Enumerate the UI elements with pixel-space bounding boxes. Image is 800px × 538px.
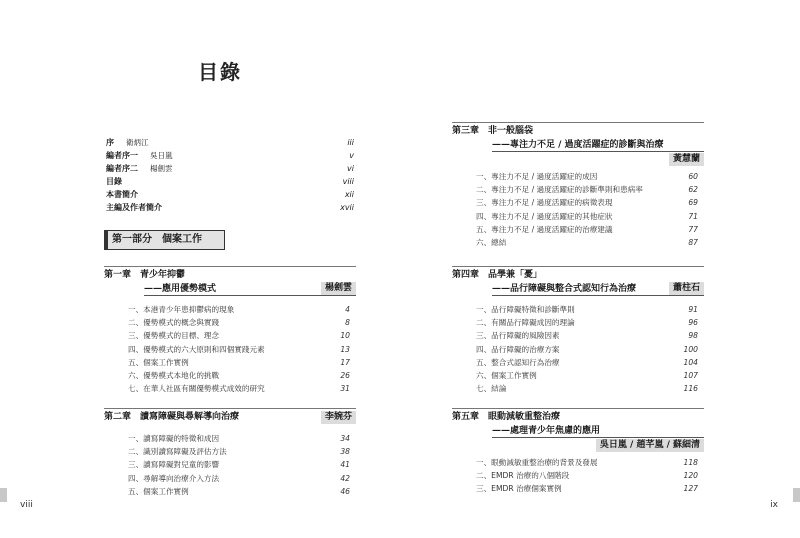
section-page: 107 (683, 370, 698, 380)
section-title: 六、總結 (476, 237, 507, 247)
section-title: 一、專注力不足 / 過度活躍症的成因 (476, 172, 598, 181)
section-row[interactable] (104, 369, 356, 382)
section-page: 104 (683, 357, 698, 367)
section-page: 41 (340, 460, 350, 470)
front-matter-label: 編者序一 (106, 151, 138, 160)
front-matter-row[interactable] (106, 175, 354, 188)
section-row[interactable] (104, 343, 356, 356)
front-matter-label: 目錄 (106, 177, 122, 186)
chapter-subtitle-line (452, 424, 704, 438)
section-title: 二、有關品行障礙成因的理論 (476, 318, 575, 328)
front-matter-page: v (349, 151, 354, 160)
section-title: 三、品行障礙的風險因素 (476, 331, 560, 341)
chapter-title: 青少年抑鬱 (140, 270, 186, 280)
chapter-author: 吳日嵐 / 趙芊嵐 / 蘇細清 (596, 439, 704, 452)
section-title: 四、尋解導向治療介入方法 (128, 473, 220, 483)
section-page: 91 (688, 305, 698, 314)
front-matter-author: 楊劍雲 (150, 164, 173, 173)
section-row[interactable] (104, 485, 356, 498)
chapter-5 (452, 408, 704, 496)
chapter-heading[interactable] (452, 125, 704, 138)
section-row[interactable] (452, 183, 704, 196)
chapter-title: 眼動減敏重整治療 (488, 412, 561, 422)
section-page: 34 (340, 434, 350, 443)
section-title: 二、識別讀寫障礙及評估方法 (128, 447, 227, 457)
chapter-author: 黃慧蘭 (669, 153, 704, 166)
chapter-heading[interactable] (104, 411, 356, 424)
chapter-subtitle-line (452, 138, 704, 152)
front-matter-row[interactable] (106, 188, 354, 201)
chapter-author: 李婉芬 (321, 411, 356, 424)
section-list (104, 303, 356, 395)
section-row[interactable] (452, 369, 704, 382)
chapter-4 (452, 266, 704, 395)
chapter-2 (104, 408, 356, 498)
section-title: 七、結論 (476, 384, 507, 394)
section-title: 二、EMDR 治療的八個階段 (476, 471, 570, 481)
chapter-label: 第三章 (452, 126, 480, 136)
front-matter-row[interactable] (106, 149, 354, 162)
section-row[interactable] (104, 303, 356, 316)
section-page: 13 (340, 344, 350, 354)
section-page: 38 (340, 447, 350, 457)
section-page: 71 (688, 211, 698, 221)
section-page: 4 (345, 305, 350, 314)
section-row[interactable] (104, 472, 356, 485)
chapter-label: 第四章 (452, 270, 480, 280)
section-page: 10 (340, 331, 350, 341)
section-row[interactable] (452, 236, 704, 249)
chapter-subtitle-line (452, 282, 704, 296)
section-page: 8 (345, 318, 350, 328)
section-row[interactable] (104, 382, 356, 395)
section-row[interactable] (452, 196, 704, 209)
chapter-heading[interactable] (452, 269, 704, 282)
section-title: 二、優勢模式的概念與實踐 (128, 318, 220, 328)
section-title: 三、專注力不足 / 過度活躍症的病徵表現 (476, 198, 613, 208)
page-edge-tab (793, 488, 800, 502)
chapter-subtitle: ——品行障礙與整合式認知行為治療 (492, 284, 637, 294)
section-list (452, 303, 704, 395)
section-title: 五、整合式認知行為治療 (476, 357, 560, 367)
chapter-title: 品學兼「憂」 (488, 270, 543, 280)
front-matter-page: xii (344, 190, 354, 199)
subtitle-underline (492, 295, 704, 296)
section-row[interactable] (452, 316, 704, 329)
chapter-subtitle: ——應用優勢模式 (144, 284, 217, 294)
section-page: 87 (688, 237, 698, 247)
section-row[interactable] (452, 170, 704, 183)
section-page: 120 (683, 471, 698, 481)
front-matter-row[interactable] (106, 162, 354, 175)
chapter-title: 讀寫障礙與尋解導向治療 (140, 412, 240, 422)
front-matter-label: 序 (106, 138, 114, 147)
chapter-label: 第二章 (104, 412, 132, 422)
section-title: 四、專注力不足 / 過度活躍症的其他症狀 (476, 211, 613, 221)
section-page: 116 (683, 384, 698, 394)
section-title: 五、個案工作實例 (128, 357, 189, 367)
chapter-author: 楊劍雲 (321, 282, 356, 295)
section-page: 31 (340, 384, 350, 394)
section-page: 42 (340, 473, 350, 483)
right-page (400, 0, 800, 538)
section-title: 一、眼動減敏重整治療的背景及發展 (476, 458, 598, 467)
chapter-title: 非一般腦袋 (488, 126, 534, 136)
front-matter-label: 主編及作者簡介 (106, 203, 162, 212)
author-line (452, 152, 704, 166)
front-matter-label: 編者序二 (106, 164, 138, 173)
section-page: 96 (688, 318, 698, 328)
section-page: 60 (688, 172, 698, 181)
subtitle-underline (144, 295, 356, 296)
page-edge-tab (0, 488, 7, 502)
section-row[interactable] (104, 356, 356, 369)
author-line (452, 438, 704, 452)
toc-title: 目錄 (198, 60, 242, 84)
section-row[interactable] (104, 432, 356, 445)
section-title: 二、專注力不足 / 過度活躍症的診斷準則和患病率 (476, 185, 643, 195)
section-row[interactable] (452, 329, 704, 342)
chapter-rule (452, 266, 704, 267)
section-page: 77 (688, 224, 698, 234)
front-matter-author: 衛炳江 (126, 138, 149, 147)
section-title: 三、優勢模式的目標、理念 (128, 331, 220, 341)
section-row[interactable] (104, 316, 356, 329)
section-page: 17 (340, 357, 350, 367)
front-matter-row[interactable] (106, 136, 354, 149)
page-number: viii (20, 500, 33, 510)
section-row[interactable] (452, 343, 704, 356)
front-matter-page: iii (347, 138, 354, 147)
front-matter-list (106, 136, 354, 214)
chapter-label: 第五章 (452, 412, 480, 422)
section-list (104, 432, 356, 498)
chapter-heading[interactable] (104, 269, 356, 282)
chapter-subtitle-line (104, 282, 356, 296)
chapter-rule (452, 408, 704, 409)
part-heading: 第一部分 個案工作 (104, 230, 225, 250)
section-row[interactable] (452, 223, 704, 236)
section-row[interactable] (104, 445, 356, 458)
section-title: 一、本港青少年患抑鬱病的現象 (128, 305, 235, 314)
front-matter-author: 吳日嵐 (150, 151, 173, 160)
section-page: 100 (683, 344, 698, 354)
section-title: 四、優勢模式的六大原則和四個實踐元素 (128, 344, 265, 354)
section-title: 六、優勢模式本地化的挑戰 (128, 370, 220, 380)
front-matter-row[interactable] (106, 201, 354, 214)
front-matter-label: 本書簡介 (106, 190, 138, 199)
front-matter-page: xvii (340, 203, 354, 212)
section-page: 26 (340, 370, 350, 380)
section-list (452, 170, 704, 249)
chapter-rule (104, 408, 356, 409)
section-list (452, 456, 704, 496)
section-title: 四、品行障礙的治療方案 (476, 344, 560, 354)
section-row[interactable] (452, 482, 704, 495)
chapter-subtitle: ——處理青少年焦慮的應用 (492, 426, 601, 436)
chapter-heading[interactable] (452, 411, 704, 424)
section-row[interactable] (104, 329, 356, 342)
front-matter-page: vi (347, 164, 354, 173)
section-row[interactable] (452, 356, 704, 369)
section-row[interactable] (104, 458, 356, 471)
section-title: 一、讀寫障礙的特徵和成因 (128, 434, 220, 443)
chapter-author: 蕭柱石 (669, 282, 704, 295)
front-matter-page: viii (342, 177, 354, 186)
section-title: 五、專注力不足 / 過度活躍症的治療建議 (476, 224, 613, 234)
section-row[interactable] (452, 469, 704, 482)
section-title: 六、個案工作實例 (476, 370, 537, 380)
section-row[interactable] (452, 210, 704, 223)
section-title: 五、個案工作實例 (128, 486, 189, 496)
chapter-subtitle: ——專注力不足 / 過度活躍症的診斷與治療 (492, 140, 664, 150)
section-page: 46 (340, 486, 350, 496)
section-title: 三、EMDR 治療個案實例 (476, 484, 562, 494)
section-page: 62 (688, 185, 698, 195)
section-page: 127 (683, 484, 698, 494)
chapter-rule (452, 122, 704, 123)
section-title: 三、讀寫障礙對兒童的影響 (128, 460, 220, 470)
chapter-3 (452, 122, 704, 249)
section-row[interactable] (452, 382, 704, 395)
chapter-1 (104, 266, 356, 395)
page-number: ix (770, 500, 778, 510)
section-row[interactable] (452, 303, 704, 316)
section-title: 七、在華人社區有關優勢模式成效的研究 (128, 384, 265, 394)
section-page: 98 (688, 331, 698, 341)
section-page: 69 (688, 198, 698, 208)
section-row[interactable] (452, 456, 704, 469)
section-title: 一、品行障礙特徵和診斷準則 (476, 305, 575, 314)
section-page: 118 (683, 458, 698, 467)
chapter-label: 第一章 (104, 270, 132, 280)
chapter-rule (104, 266, 356, 267)
